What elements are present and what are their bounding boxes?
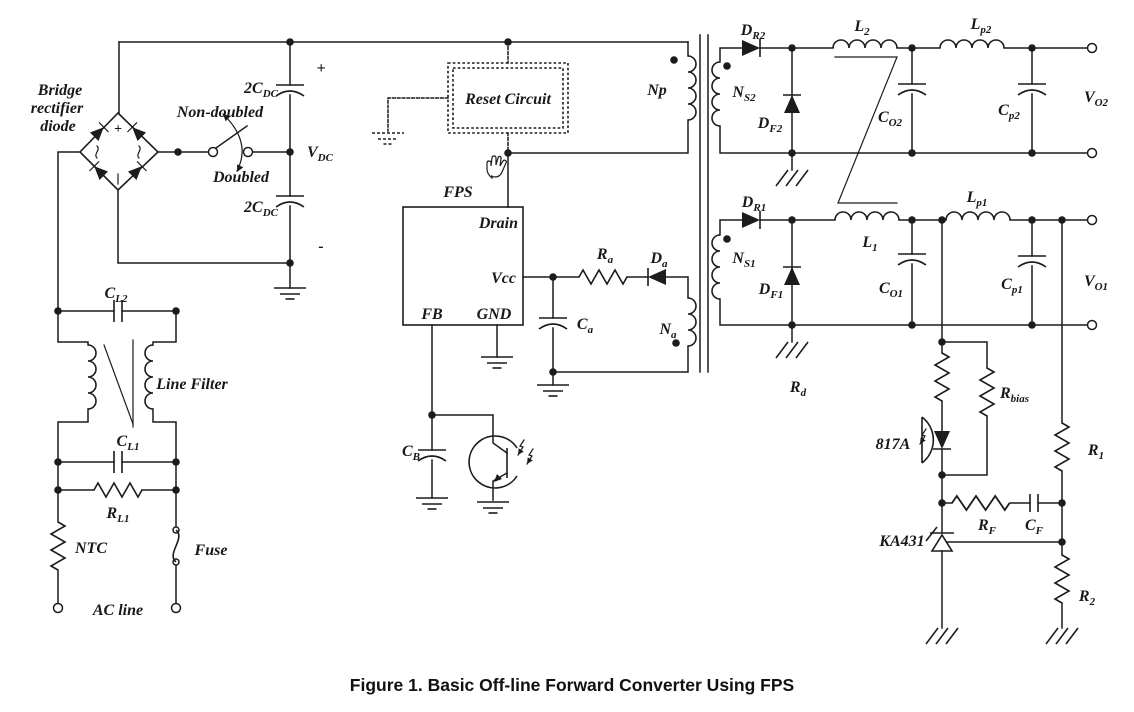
label-pin-drain: Drain (478, 215, 518, 232)
label-ac-line: AC line (92, 602, 144, 619)
label-r1: $R_1$ (1087, 442, 1105, 462)
label-vdc: $V_{DC}$ (307, 144, 333, 164)
label-r2: $R_2$ (1078, 588, 1096, 608)
label-cp2: $C_{p2}$ (998, 102, 1020, 122)
label-ns2: $N_{S2}$ (732, 84, 756, 104)
label-line-filter: Line Filter (156, 376, 228, 393)
label-rl1: $R_{L1}$ (106, 505, 130, 525)
label-pin-vcc: Vcc (491, 270, 516, 287)
label-cf: $C_F$ (1024, 517, 1044, 537)
ac-terminal-right (172, 604, 181, 613)
label-bridge-line2: rectifier (30, 100, 84, 117)
label-817a: 817A (875, 436, 911, 453)
label-cl1: $C_{L1}$ (116, 433, 140, 453)
np-polarity-dot (670, 56, 678, 64)
label-dr1: $D_{R1}$ (741, 194, 767, 214)
label-lp1: $L_{p1}$ (966, 189, 988, 209)
bridge-plus-mark: + (114, 122, 122, 137)
label-doubled: Doubled (213, 169, 269, 186)
label-ka431: KA431 (879, 533, 925, 550)
label-fuse: Fuse (194, 542, 228, 559)
label-bridge-line1: Bridge (37, 82, 83, 99)
label-vo1: $V_{O1}$ (1083, 273, 1109, 293)
label-ca: $C_a$ (576, 316, 594, 336)
ns2-polarity-dot (723, 62, 731, 70)
label-l2: $L_2$ (854, 18, 870, 38)
label-pin-gnd: GND (476, 306, 512, 323)
vo2-terminal-positive (1088, 44, 1097, 53)
label-rd: $R_d$ (789, 379, 807, 399)
label-reset-circuit: Reset Circuit (465, 91, 551, 108)
label-np: Np (647, 82, 667, 99)
label-l1: $L_1$ (862, 234, 878, 254)
label-rf: $R_F$ (977, 517, 997, 537)
figure-caption: Figure 1. Basic Off-line Forward Converter Using FPS (349, 675, 795, 695)
label-cp1: $C_{p1}$ (1001, 276, 1023, 296)
label-co2: $C_{O2}$ (877, 109, 903, 129)
label-co1: $C_{O1}$ (878, 280, 904, 300)
label-cb: $C_B$ (401, 443, 421, 463)
label-cl2: $C_{L2}$ (104, 285, 128, 305)
label-ntc: NTC (75, 540, 107, 557)
label-da: $D_a$ (650, 250, 668, 270)
label-bridge-line3: diode (40, 118, 76, 135)
label-fps: FPS (443, 184, 473, 201)
label-df1: $D_{F1}$ (758, 281, 784, 301)
label-ra: $R_a$ (596, 246, 614, 266)
label-lp2: $L_{p2}$ (970, 16, 992, 36)
label-bus-plus: + (316, 60, 326, 77)
label-ns1: $N_{S1}$ (732, 250, 756, 270)
vo1-terminal-negative (1088, 321, 1097, 330)
label-pin-fb: FB (421, 306, 443, 323)
label-na: $N_a$ (659, 321, 677, 341)
ac-terminal-left (54, 604, 63, 613)
vo2-terminal-negative (1088, 149, 1097, 158)
label-bus-minus: - (318, 238, 324, 255)
label-dr2: $D_{R2}$ (740, 22, 766, 42)
vo1-terminal-positive (1088, 216, 1097, 225)
label-df2: $D_{F2}$ (757, 115, 783, 135)
label-vo2: $V_{O2}$ (1083, 89, 1109, 109)
label-rbias: $R_{bias}$ (1000, 385, 1030, 405)
ns1-polarity-dot (723, 235, 731, 243)
label-non-doubled: Non-doubled (176, 104, 264, 121)
label-cdc-bottom: $2C_{DC}$ (244, 199, 278, 219)
label-cdc-top: $2C_{DC}$ (244, 80, 278, 100)
